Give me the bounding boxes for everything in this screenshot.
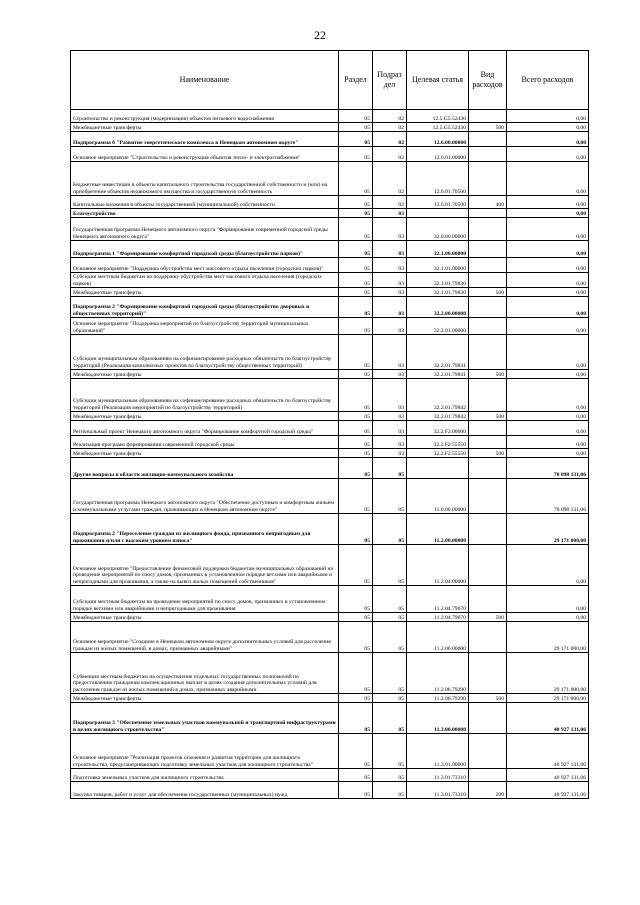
row-statya: 11.2.06.79290 bbox=[407, 694, 469, 703]
row-total: 0,00 bbox=[507, 132, 589, 147]
row-statya: 11.0.00.00000 bbox=[407, 479, 469, 514]
row-vid bbox=[469, 162, 507, 196]
row-total: 70 098 131,06 bbox=[507, 458, 589, 479]
row-name: Межбюджетные трансферты bbox=[71, 449, 339, 458]
row-total: 40 927 131,06 bbox=[507, 703, 589, 734]
table-row bbox=[71, 241, 589, 258]
row-name: Региональный проект Ненецкого автономного округа "Формирование комфортной городской среды" bbox=[71, 421, 339, 436]
row-razdel: 05 bbox=[339, 545, 373, 586]
table-row bbox=[71, 734, 589, 769]
row-statya: 32.1.00.00000 bbox=[407, 241, 469, 258]
row-name: Подпрограмма 1 "Формирование комфортной городской среды (благоустройство парков)" bbox=[71, 241, 339, 258]
row-vid bbox=[469, 479, 507, 514]
row-razdel: 05 bbox=[339, 436, 373, 449]
row-podrazdel: 05 bbox=[373, 653, 407, 694]
table-row bbox=[71, 769, 589, 782]
table-row bbox=[71, 132, 589, 147]
table-row bbox=[71, 209, 589, 218]
row-total: 29 171 000,00 bbox=[507, 622, 589, 653]
table-row bbox=[71, 370, 589, 379]
row-razdel: 05 bbox=[339, 694, 373, 703]
row-vid bbox=[469, 514, 507, 545]
row-name: Основное мероприятие "Поддержка обустройства мест массового отдыха населения (городских парков)" bbox=[71, 258, 339, 273]
row-podrazdel: 03 bbox=[373, 412, 407, 421]
row-razdel: 05 bbox=[339, 703, 373, 734]
row-total: 40 927 131,06 bbox=[507, 769, 589, 782]
table-row bbox=[71, 318, 589, 335]
row-name: Межбюджетные трансферты bbox=[71, 123, 339, 132]
row-total: 0,00 bbox=[507, 421, 589, 436]
row-statya: 11.3.01.00000 bbox=[407, 734, 469, 769]
table-row bbox=[71, 147, 589, 162]
row-name: Бюджетные инвестиции в объекты капитального строительства государственной собственности и (или) на приобретение объектов недвижимого имущества в государственную собственность bbox=[71, 162, 339, 196]
row-razdel: 05 bbox=[339, 241, 373, 258]
row-statya: 12.6.01.70500 bbox=[407, 196, 469, 209]
row-razdel: 05 bbox=[339, 479, 373, 514]
row-statya: 12.6.00.00000 bbox=[407, 132, 469, 147]
row-statya: 11.2.04.00000 bbox=[407, 545, 469, 586]
row-statya: 32.2.F2.55550 bbox=[407, 436, 469, 449]
header-statya: Целевая статья bbox=[407, 51, 469, 110]
row-statya: 11.2.06.00000 bbox=[407, 622, 469, 653]
row-total: 0,00 bbox=[507, 449, 589, 458]
row-total: 0,00 bbox=[507, 370, 589, 379]
table-row bbox=[71, 258, 589, 273]
row-statya: 11.2.04.79670 bbox=[407, 586, 469, 613]
row-podrazdel: 03 bbox=[373, 288, 407, 297]
row-name: Другие вопросы в области жилищно-коммунального хозяйства bbox=[71, 458, 339, 479]
row-vid bbox=[469, 241, 507, 258]
row-name: Основное мероприятие "Строительство и реконструкция объектов тепло- и электроснабжения" bbox=[71, 147, 339, 162]
row-vid: 500 bbox=[469, 288, 507, 297]
row-vid bbox=[469, 769, 507, 782]
table-row bbox=[71, 273, 589, 288]
row-name: Капитальные вложения в объекты государственной (муниципальной) собственности bbox=[71, 196, 339, 209]
row-name: Субсидии местным бюджетам на проведение мероприятий по сносу домов, признанных в установленном порядке ветхими или аварийными и непригодными для проживания bbox=[71, 586, 339, 613]
table-row bbox=[71, 703, 589, 734]
table-row bbox=[71, 514, 589, 545]
row-vid bbox=[469, 318, 507, 335]
row-podrazdel: 03 bbox=[373, 209, 407, 218]
row-podrazdel: 03 bbox=[373, 379, 407, 412]
table-row bbox=[71, 379, 589, 412]
table-row bbox=[71, 162, 589, 196]
row-total: 0,00 bbox=[507, 147, 589, 162]
table-row bbox=[71, 218, 589, 241]
row-vid: 500 bbox=[469, 694, 507, 703]
table-row bbox=[71, 196, 589, 209]
row-vid bbox=[469, 218, 507, 241]
row-vid bbox=[469, 653, 507, 694]
row-vid bbox=[469, 421, 507, 436]
row-podrazdel: 02 bbox=[373, 123, 407, 132]
row-statya: 32.1.01.79830 bbox=[407, 288, 469, 297]
row-razdel: 05 bbox=[339, 196, 373, 209]
row-podrazdel: 05 bbox=[373, 514, 407, 545]
row-razdel: 05 bbox=[339, 622, 373, 653]
header-vid: Вид расходов bbox=[469, 51, 507, 110]
row-razdel: 05 bbox=[339, 318, 373, 335]
row-statya: 32.2.01.79841 bbox=[407, 370, 469, 379]
table-row bbox=[71, 613, 589, 622]
row-total: 0,00 bbox=[507, 209, 589, 218]
row-statya: 11.2.04.79670 bbox=[407, 613, 469, 622]
header-podrazdel: Подраз дел bbox=[373, 51, 407, 110]
row-razdel: 05 bbox=[339, 734, 373, 769]
row-vid bbox=[469, 436, 507, 449]
table-row bbox=[71, 545, 589, 586]
row-podrazdel: 05 bbox=[373, 613, 407, 622]
row-total: 0,00 bbox=[507, 586, 589, 613]
row-vid bbox=[469, 622, 507, 653]
row-vid: 400 bbox=[469, 196, 507, 209]
row-total: 0,00 bbox=[507, 412, 589, 421]
row-total: 40 927 131,06 bbox=[507, 782, 589, 799]
row-razdel: 05 bbox=[339, 209, 373, 218]
table-row bbox=[71, 458, 589, 479]
header-razdel: Раздел bbox=[339, 51, 373, 110]
row-podrazdel: 03 bbox=[373, 241, 407, 258]
row-vid: 500 bbox=[469, 370, 507, 379]
row-podrazdel: 05 bbox=[373, 694, 407, 703]
table-row bbox=[71, 412, 589, 421]
row-podrazdel: 03 bbox=[373, 370, 407, 379]
row-vid bbox=[469, 273, 507, 288]
row-total: 0,00 bbox=[507, 613, 589, 622]
row-podrazdel: 05 bbox=[373, 734, 407, 769]
row-statya: 12.5.G5.52430 bbox=[407, 110, 469, 123]
row-total: 0,00 bbox=[507, 196, 589, 209]
row-vid bbox=[469, 132, 507, 147]
row-razdel: 05 bbox=[339, 769, 373, 782]
row-vid: 200 bbox=[469, 782, 507, 799]
row-razdel: 05 bbox=[339, 273, 373, 288]
row-total: 0,00 bbox=[507, 110, 589, 123]
row-vid: 500 bbox=[469, 613, 507, 622]
row-podrazdel: 03 bbox=[373, 297, 407, 318]
row-statya bbox=[407, 458, 469, 479]
row-podrazdel: 05 bbox=[373, 782, 407, 799]
row-statya: 32.2.F2.00000 bbox=[407, 421, 469, 436]
table-row bbox=[71, 622, 589, 653]
row-podrazdel: 03 bbox=[373, 273, 407, 288]
row-razdel: 05 bbox=[339, 412, 373, 421]
row-statya: 11.3.01.73310 bbox=[407, 769, 469, 782]
row-podrazdel: 02 bbox=[373, 147, 407, 162]
row-vid bbox=[469, 110, 507, 123]
table-row bbox=[71, 123, 589, 132]
row-razdel: 05 bbox=[339, 458, 373, 479]
row-total: 0,00 bbox=[507, 273, 589, 288]
row-name: Строительство и реконструкция (модернизация) объектов питьевого водоснабжения bbox=[71, 110, 339, 123]
row-statya: 32.2.00.00000 bbox=[407, 297, 469, 318]
row-name: Субсидии местным бюджетам на поддержку обустройства мест массового отдыха населения (городских парков) bbox=[71, 273, 339, 288]
row-total: 0,00 bbox=[507, 123, 589, 132]
row-statya: 32.0.00.00000 bbox=[407, 218, 469, 241]
row-vid bbox=[469, 545, 507, 586]
table-row bbox=[71, 694, 589, 703]
table-row bbox=[71, 288, 589, 297]
row-name: Подпрограмма 3 "Обеспечение земельных участков коммунальной и транспортной инфраструктурами в целях жилищного строительства" bbox=[71, 703, 339, 734]
row-razdel: 05 bbox=[339, 123, 373, 132]
row-vid bbox=[469, 147, 507, 162]
row-name: Межбюджетные трансферты bbox=[71, 694, 339, 703]
row-vid bbox=[469, 586, 507, 613]
row-podrazdel: 02 bbox=[373, 162, 407, 196]
row-name: Основное мероприятие "Поддержка мероприятий по благоустройству территорий муниципальных образований" bbox=[71, 318, 339, 335]
row-total: 0,00 bbox=[507, 545, 589, 586]
row-podrazdel: 05 bbox=[373, 479, 407, 514]
row-total: 0,00 bbox=[507, 297, 589, 318]
row-statya: 32.1.01.00000 bbox=[407, 258, 469, 273]
row-vid bbox=[469, 703, 507, 734]
row-razdel: 05 bbox=[339, 132, 373, 147]
page-number: 22 bbox=[314, 28, 326, 42]
row-total: 0,00 bbox=[507, 218, 589, 241]
row-statya: 12.6.01.00000 bbox=[407, 147, 469, 162]
row-name: Подпрограмма 2 "Переселение граждан из жилищного фонда, признанного непригодным для проживания и/или с высоким уровнем износа" bbox=[71, 514, 339, 545]
table-row bbox=[71, 436, 589, 449]
row-name: Благоустройство bbox=[71, 209, 339, 218]
row-total: 0,00 bbox=[507, 288, 589, 297]
row-podrazdel: 05 bbox=[373, 458, 407, 479]
row-razdel: 05 bbox=[339, 297, 373, 318]
table-row bbox=[71, 297, 589, 318]
row-name: Реализация программ формирования современной городской среды bbox=[71, 436, 339, 449]
row-vid bbox=[469, 458, 507, 479]
row-name: Субвенции местным бюджетам на осуществление отдельных государственных полномочий по предоставлению гражданам компенсационных выплат в целях создания дополнительных условий для расселения граждан из жилых помещений в домах, признанных аварийными bbox=[71, 653, 339, 694]
row-vid: 500 bbox=[469, 123, 507, 132]
row-total: 0,00 bbox=[507, 162, 589, 196]
row-podrazdel: 02 bbox=[373, 196, 407, 209]
row-name: Государственная программа Ненецкого автономного округа "Формирование современной городской среды Ненецкого автономного округа" bbox=[71, 218, 339, 241]
row-name: Основное мероприятие "Предоставление финансовой поддержки бюджетам муниципальных образований на проведение мероприятий по сносу домов, признанных в установленном порядке ветхими или аварийными и непригодными для проживания, а также на вывоз жилых помещений собственников" bbox=[71, 545, 339, 586]
row-statya: 32.2.01.00000 bbox=[407, 318, 469, 335]
row-statya: 32.2.F2.55550 bbox=[407, 449, 469, 458]
table-row bbox=[71, 449, 589, 458]
row-razdel: 05 bbox=[339, 370, 373, 379]
row-vid bbox=[469, 297, 507, 318]
row-name: Подпрограмма 6 "Развитие энергетического комплекса в Ненецком автономном округе" bbox=[71, 132, 339, 147]
row-name: Межбюджетные трансферты bbox=[71, 370, 339, 379]
row-razdel: 05 bbox=[339, 110, 373, 123]
row-name: Субсидии муниципальным образованиям на софинансирование расходных обязательств по благоустройству территорий (Реализация мероприятий по благоустройству территорий) bbox=[71, 379, 339, 412]
table-row bbox=[71, 782, 589, 799]
row-total: 29 171 000,00 bbox=[507, 514, 589, 545]
row-total: 0,00 bbox=[507, 436, 589, 449]
row-razdel: 05 bbox=[339, 218, 373, 241]
row-vid: 500 bbox=[469, 412, 507, 421]
row-podrazdel: 05 bbox=[373, 545, 407, 586]
row-podrazdel: 03 bbox=[373, 258, 407, 273]
row-name: Основное мероприятие "Создание в Ненецком автономном округе дополнительных условий для расселения граждан из жилых помещений, в домах, признанных аварийными" bbox=[71, 622, 339, 653]
row-name: Основное мероприятие "Реализация проектов освоения и развития территории для жилищного строительства, предусматривающих подготовку земельных участков для жилищного строительства" bbox=[71, 734, 339, 769]
row-total: 29 171 000,00 bbox=[507, 694, 589, 703]
row-vid bbox=[469, 258, 507, 273]
row-statya: 32.1.01.79830 bbox=[407, 273, 469, 288]
row-name: Межбюджетные трансферты bbox=[71, 288, 339, 297]
row-razdel: 05 bbox=[339, 379, 373, 412]
table-row bbox=[71, 421, 589, 436]
row-statya: 32.2.01.79842 bbox=[407, 379, 469, 412]
row-total: 0,00 bbox=[507, 335, 589, 370]
row-name: Закупка товаров, работ и услуг для обеспечения государственных (муниципальных) нужд bbox=[71, 782, 339, 799]
row-total: 70 098 131,06 bbox=[507, 479, 589, 514]
row-podrazdel: 03 bbox=[373, 218, 407, 241]
row-podrazdel: 05 bbox=[373, 622, 407, 653]
budget-table bbox=[70, 50, 589, 799]
row-statya: 32.2.01.79842 bbox=[407, 412, 469, 421]
row-vid bbox=[469, 734, 507, 769]
row-podrazdel: 03 bbox=[373, 436, 407, 449]
row-razdel: 05 bbox=[339, 421, 373, 436]
row-razdel: 05 bbox=[339, 653, 373, 694]
row-statya: 11.3.01.73310 bbox=[407, 782, 469, 799]
row-name: Межбюджетные трансферты bbox=[71, 613, 339, 622]
row-vid: 500 bbox=[469, 449, 507, 458]
table-row bbox=[71, 653, 589, 694]
row-razdel: 05 bbox=[339, 449, 373, 458]
row-statya: 32.2.01.79841 bbox=[407, 335, 469, 370]
row-total: 0,00 bbox=[507, 258, 589, 273]
row-razdel: 05 bbox=[339, 514, 373, 545]
table-row bbox=[71, 110, 589, 123]
table-header-row bbox=[71, 51, 589, 110]
row-razdel: 05 bbox=[339, 613, 373, 622]
row-podrazdel: 05 bbox=[373, 586, 407, 613]
table-row bbox=[71, 335, 589, 370]
row-statya: 12.6.01.70500 bbox=[407, 162, 469, 196]
table-row bbox=[71, 586, 589, 613]
row-vid bbox=[469, 379, 507, 412]
row-razdel: 05 bbox=[339, 258, 373, 273]
row-total: 0,00 bbox=[507, 318, 589, 335]
row-statya: 11.2.00.00000 bbox=[407, 514, 469, 545]
row-total: 40 927 131,06 bbox=[507, 734, 589, 769]
row-podrazdel: 05 bbox=[373, 703, 407, 734]
row-podrazdel: 03 bbox=[373, 449, 407, 458]
row-podrazdel: 05 bbox=[373, 769, 407, 782]
row-name: Субсидии муниципальным образованиям на софинансирование расходных обязательств по благоустройству территорий (Реализация комплексных проектов по благоустройству общественных территорий) bbox=[71, 335, 339, 370]
row-statya: 11.3.00.00000 bbox=[407, 703, 469, 734]
row-razdel: 05 bbox=[339, 288, 373, 297]
row-razdel: 05 bbox=[339, 782, 373, 799]
header-total: Всего расходов bbox=[507, 51, 589, 110]
row-statya: 11.2.06.79290 bbox=[407, 653, 469, 694]
row-podrazdel: 03 bbox=[373, 421, 407, 436]
row-name: Подготовка земельных участков для жилищного строительства bbox=[71, 769, 339, 782]
row-total: 0,00 bbox=[507, 241, 589, 258]
row-name: Государственная программа Ненецкого автономного округа "Обеспечение доступным и комфортным жильём и коммунальными услугами граждан, проживающих в Ненецком автономном округе" bbox=[71, 479, 339, 514]
row-vid bbox=[469, 335, 507, 370]
row-razdel: 05 bbox=[339, 147, 373, 162]
row-podrazdel: 02 bbox=[373, 110, 407, 123]
row-total: 29 171 000,00 bbox=[507, 653, 589, 694]
row-podrazdel: 03 bbox=[373, 318, 407, 335]
row-total: 0,00 bbox=[507, 379, 589, 412]
header-name: Наименование bbox=[71, 51, 339, 110]
row-name: Подпрограмма 2 "Формирование комфортной городской среды (благоустройство дворовых и общественных территорий)" bbox=[71, 297, 339, 318]
row-name: Межбюджетные трансферты bbox=[71, 412, 339, 421]
row-statya bbox=[407, 209, 469, 218]
row-razdel: 05 bbox=[339, 586, 373, 613]
row-razdel: 05 bbox=[339, 162, 373, 196]
row-statya: 12.5.G5.52430 bbox=[407, 123, 469, 132]
table-row bbox=[71, 479, 589, 514]
row-vid bbox=[469, 209, 507, 218]
row-razdel: 05 bbox=[339, 335, 373, 370]
row-podrazdel: 02 bbox=[373, 132, 407, 147]
row-podrazdel: 03 bbox=[373, 335, 407, 370]
